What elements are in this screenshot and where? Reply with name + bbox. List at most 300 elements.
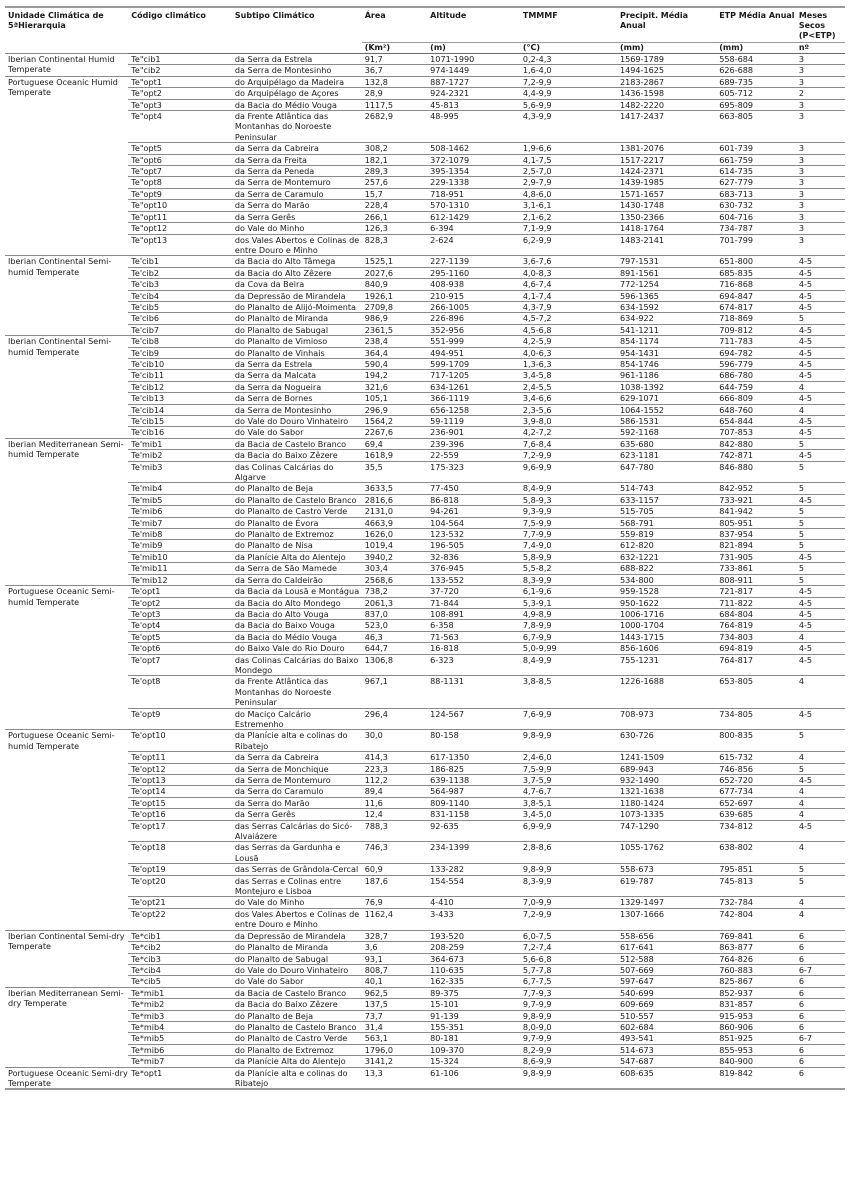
etp-cell: 686-780 (716, 370, 796, 381)
unit-tmmmf: (°C) (520, 43, 617, 54)
subtipo-cell: da Bacia do Baixo Zêzere (232, 450, 362, 461)
codigo-cell: Te'mib6 (128, 506, 232, 517)
table-row (5, 574, 845, 585)
subtipo-cell: da Serra de Montemuro (232, 775, 362, 786)
area-cell: 746,3 (362, 842, 427, 864)
precipitacao-cell: 629-1071 (617, 393, 716, 404)
meses-secos-cell: 4-5 (796, 279, 845, 290)
meses-secos-cell: 4 (796, 786, 845, 797)
subtipo-cell: do Planalto de Vinhais (232, 347, 362, 358)
etp-cell: 685-835 (716, 267, 796, 278)
altitude-cell: 3-433 (427, 908, 520, 930)
subtipo-cell: da Serra do Marão (232, 797, 362, 808)
area-cell: 2816,6 (362, 494, 427, 505)
etp-cell: 627-779 (716, 177, 796, 188)
area-cell: 3141,2 (362, 1056, 427, 1067)
tmmmf-cell: 9,3-9,9 (520, 506, 617, 517)
subtipo-cell: do Planalto de Sabugal (232, 324, 362, 335)
area-cell: 788,3 (362, 820, 427, 842)
area-cell: 187,6 (362, 875, 427, 897)
table-row (5, 223, 845, 234)
table-row (5, 842, 845, 864)
meses-secos-cell: 3 (796, 177, 845, 188)
precipitacao-cell: 559-819 (617, 529, 716, 540)
tmmmf-cell: 1,6-4,0 (520, 65, 617, 76)
area-cell: 1019,4 (362, 540, 427, 551)
altitude-cell: 110-635 (427, 964, 520, 975)
subtipo-cell: da Cova da Beira (232, 279, 362, 290)
subtipo-cell: do Maciço Calcário Estremenho (232, 708, 362, 730)
area-cell: 126,3 (362, 223, 427, 234)
precipitacao-cell: 1180-1424 (617, 797, 716, 808)
codigo-cell: Te'opt1 (128, 586, 232, 597)
precipitacao-cell: 534-800 (617, 574, 716, 585)
etp-cell: 674-817 (716, 301, 796, 312)
altitude-cell: 376-945 (427, 563, 520, 574)
etp-cell: 604-716 (716, 211, 796, 222)
unit-precipitacao: (mm) (617, 43, 716, 54)
tmmmf-cell: 4,3-9,9 (520, 111, 617, 143)
area-cell: 414,3 (362, 752, 427, 763)
area-cell: 15,7 (362, 188, 427, 199)
etp-cell: 666-809 (716, 393, 796, 404)
subtipo-cell: das Colinas Calcárias do Baixo Mondego (232, 654, 362, 676)
area-cell: 31,4 (362, 1021, 427, 1032)
meses-secos-cell: 4-5 (796, 586, 845, 597)
table-row (5, 631, 845, 642)
area-cell: 3,6 (362, 942, 427, 953)
altitude-cell: 366-1119 (427, 393, 520, 404)
tmmmf-cell: 1,3-6,3 (520, 358, 617, 369)
table-row (5, 177, 845, 188)
tmmmf-cell: 3,4-6,6 (520, 393, 617, 404)
subtipo-cell: do Planalto de Beja (232, 1010, 362, 1021)
climate-units-table (5, 6, 845, 1090)
header-etp: ETP Média Anual (716, 7, 796, 43)
precipitacao-cell: 630-726 (617, 730, 716, 752)
area-cell: 1117,5 (362, 99, 427, 110)
tmmmf-cell: 5,6-9,9 (520, 99, 617, 110)
codigo-cell: Te"cib2 (128, 65, 232, 76)
table-row (5, 953, 845, 964)
area-cell: 30,0 (362, 730, 427, 752)
area-cell: 228,4 (362, 200, 427, 211)
precipitacao-cell: 932-1490 (617, 775, 716, 786)
precipitacao-cell: 1073-1335 (617, 809, 716, 820)
etp-cell: 825-867 (716, 976, 796, 987)
table-row (5, 483, 845, 494)
altitude-cell: 372-1079 (427, 154, 520, 165)
etp-cell: 846-880 (716, 461, 796, 483)
tmmmf-cell: 2,4-6,0 (520, 752, 617, 763)
climate-table-container (5, 6, 845, 1090)
precipitacao-cell: 510-557 (617, 1010, 716, 1021)
altitude-cell: 15-101 (427, 999, 520, 1010)
area-cell: 364,4 (362, 347, 427, 358)
etp-cell: 819-842 (716, 1067, 796, 1089)
altitude-cell: 91-139 (427, 1010, 520, 1021)
etp-cell: 831-857 (716, 999, 796, 1010)
table-row (5, 763, 845, 774)
table-row (5, 234, 845, 256)
etp-cell: 734-812 (716, 820, 796, 842)
codigo-cell: Te'opt9 (128, 708, 232, 730)
codigo-cell: Te'mib11 (128, 563, 232, 574)
meses-secos-cell: 4-5 (796, 643, 845, 654)
tmmmf-cell: 7,5-9,9 (520, 517, 617, 528)
precipitacao-cell: 619-787 (617, 875, 716, 897)
meses-secos-cell: 6 (796, 1067, 845, 1089)
table-row (5, 154, 845, 165)
altitude-cell: 155-351 (427, 1021, 520, 1032)
altitude-cell: 22-559 (427, 450, 520, 461)
altitude-cell: 395-1354 (427, 166, 520, 177)
meses-secos-cell: 5 (796, 461, 845, 483)
etp-cell: 644-759 (716, 381, 796, 392)
precipitacao-cell: 797-1531 (617, 256, 716, 267)
tmmmf-cell: 7,8-9,9 (520, 620, 617, 631)
etp-cell: 734-787 (716, 223, 796, 234)
meses-secos-cell: 4-5 (796, 301, 845, 312)
subtipo-cell: da Bacia do Médio Vouga (232, 99, 362, 110)
altitude-cell: 71-563 (427, 631, 520, 642)
area-cell: 808,7 (362, 964, 427, 975)
codigo-cell: Te'cib13 (128, 393, 232, 404)
precipitacao-cell: 755-1231 (617, 654, 716, 676)
table-row (5, 188, 845, 199)
subtipo-cell: da Serra da Peneda (232, 166, 362, 177)
meses-secos-cell: 4 (796, 752, 845, 763)
tmmmf-cell: 3,8-5,1 (520, 797, 617, 808)
etp-cell: 805-951 (716, 517, 796, 528)
tmmmf-cell: 8,2-9,9 (520, 1044, 617, 1055)
etp-cell: 614-735 (716, 166, 796, 177)
area-cell: 194,2 (362, 370, 427, 381)
altitude-cell: 887-1727 (427, 76, 520, 87)
etp-cell: 731-905 (716, 551, 796, 562)
subtipo-cell: dos Vales Abertos e Colinas de entre Douro e Minho (232, 908, 362, 930)
tmmmf-cell: 0,2-4,3 (520, 54, 617, 65)
etp-cell: 601-739 (716, 143, 796, 154)
meses-secos-cell: 4-5 (796, 290, 845, 301)
subtipo-cell: do Planalto de Vimioso (232, 336, 362, 347)
tmmmf-cell: 9,8-9,9 (520, 1067, 617, 1089)
codigo-cell: Te'cib2 (128, 267, 232, 278)
precipitacao-cell: 772-1254 (617, 279, 716, 290)
tmmmf-cell: 7,2-9,9 (520, 450, 617, 461)
subtipo-cell: da Serra do Caldeirão (232, 574, 362, 585)
subtipo-cell: da Depressão de Mirandela (232, 930, 362, 941)
codigo-cell: Te"opt1 (128, 76, 232, 87)
altitude-cell: 48-995 (427, 111, 520, 143)
subtipo-cell: da Planície Alta do Alentejo (232, 551, 362, 562)
precipitacao-cell: 1241-1509 (617, 752, 716, 763)
altitude-cell: 109-370 (427, 1044, 520, 1055)
codigo-cell: Te'opt18 (128, 842, 232, 864)
tmmmf-cell: 2,1-6,2 (520, 211, 617, 222)
tmmmf-cell: 7,5-9,9 (520, 763, 617, 774)
altitude-cell: 974-1449 (427, 65, 520, 76)
subtipo-cell: do Planalto de Extremoz (232, 529, 362, 540)
tmmmf-cell: 3,8-8,5 (520, 676, 617, 708)
meses-secos-cell: 4-5 (796, 608, 845, 619)
header-tmmmf: TMMMF (520, 7, 617, 43)
unit-unidade (5, 43, 128, 54)
etp-cell: 653-805 (716, 676, 796, 708)
codigo-cell: Te'opt16 (128, 809, 232, 820)
precipitacao-cell: 623-1181 (617, 450, 716, 461)
precipitacao-cell: 612-820 (617, 540, 716, 551)
codigo-cell: Te'opt5 (128, 631, 232, 642)
subtipo-cell: do Planalto de Castelo Branco (232, 1021, 362, 1032)
area-cell: 644,7 (362, 643, 427, 654)
table-row (5, 393, 845, 404)
codigo-cell: Te"opt4 (128, 111, 232, 143)
subtipo-cell: da Serra de Montesinho (232, 404, 362, 415)
area-cell: 328,7 (362, 930, 427, 941)
subtipo-cell: da Frente Atlântica das Montanhas do Noroeste Peninsular (232, 111, 362, 143)
tmmmf-cell: 6,7-7,5 (520, 976, 617, 987)
codigo-cell: Te"opt5 (128, 143, 232, 154)
meses-secos-cell: 4-5 (796, 654, 845, 676)
altitude-cell: 208-259 (427, 942, 520, 953)
meses-secos-cell: 5 (796, 540, 845, 551)
altitude-cell: 408-938 (427, 279, 520, 290)
meses-secos-cell: 4 (796, 809, 845, 820)
subtipo-cell: da Serra da Estrela (232, 358, 362, 369)
altitude-cell: 2-624 (427, 234, 520, 256)
subtipo-cell: da Serra de Bornes (232, 393, 362, 404)
subtipo-cell: das Serras Calcárias do Sicó-Alvaiázere (232, 820, 362, 842)
tmmmf-cell: 4,7-6,7 (520, 786, 617, 797)
precipitacao-cell: 954-1431 (617, 347, 716, 358)
table-row (5, 461, 845, 483)
area-cell: 1525,1 (362, 256, 427, 267)
table-row (5, 930, 845, 941)
tmmmf-cell: 2,9-7,9 (520, 177, 617, 188)
codigo-cell: Te'opt11 (128, 752, 232, 763)
altitude-cell: 234-1399 (427, 842, 520, 864)
subtipo-cell: da Serra do Marão (232, 200, 362, 211)
altitude-cell: 80-181 (427, 1033, 520, 1044)
codigo-cell: Te'opt21 (128, 897, 232, 908)
altitude-cell: 77-450 (427, 483, 520, 494)
etp-cell: 605-712 (716, 88, 796, 99)
subtipo-cell: da Planície Alta do Alentejo (232, 1056, 362, 1067)
subtipo-cell: da Depressão de Mirandela (232, 290, 362, 301)
table-row (5, 620, 845, 631)
precipitacao-cell: 1006-1716 (617, 608, 716, 619)
area-cell: 137,5 (362, 999, 427, 1010)
codigo-cell: Te'cib14 (128, 404, 232, 415)
etp-cell: 851-925 (716, 1033, 796, 1044)
meses-secos-cell: 4-5 (796, 324, 845, 335)
altitude-cell: 226-896 (427, 313, 520, 324)
precipitacao-cell: 961-1186 (617, 370, 716, 381)
codigo-cell: Te'cib12 (128, 381, 232, 392)
etp-cell: 626-688 (716, 65, 796, 76)
tmmmf-cell: 9,7-9,9 (520, 999, 617, 1010)
meses-secos-cell: 3 (796, 188, 845, 199)
precipitacao-cell: 597-647 (617, 976, 716, 987)
table-header (5, 7, 845, 54)
table-row (5, 290, 845, 301)
area-cell: 967,1 (362, 676, 427, 708)
precipitacao-cell: 1000-1704 (617, 620, 716, 631)
codigo-cell: Te"opt8 (128, 177, 232, 188)
altitude-cell: 92-635 (427, 820, 520, 842)
tmmmf-cell: 2,4-5,5 (520, 381, 617, 392)
table-row (5, 1067, 845, 1089)
unit-area: (Km²) (362, 43, 427, 54)
codigo-cell: Te'opt15 (128, 797, 232, 808)
subtipo-cell: das Serras e Colinas entre Montejuro e Lisboa (232, 875, 362, 897)
subtipo-cell: da Bacia da Lousã e Montágua (232, 586, 362, 597)
etp-cell: 652-697 (716, 797, 796, 808)
climate-unit-cell: Iberian Continental Semi-humid Temperate (5, 256, 128, 336)
climate-unit-cell: Portuguese Oceanic Humid Temperate (5, 76, 128, 256)
codigo-cell: Te'cib7 (128, 324, 232, 335)
altitude-cell: 133-282 (427, 864, 520, 875)
tmmmf-cell: 5,0-9,99 (520, 643, 617, 654)
area-cell: 289,3 (362, 166, 427, 177)
precipitacao-cell: 959-1528 (617, 586, 716, 597)
area-cell: 132,8 (362, 76, 427, 87)
climate-unit-cell: Iberian Mediterranean Semi-dry Temperate (5, 987, 128, 1067)
altitude-cell: 229-1338 (427, 177, 520, 188)
etp-cell: 808-911 (716, 574, 796, 585)
precipitacao-cell: 1569-1789 (617, 54, 716, 65)
precipitacao-cell: 558-656 (617, 930, 716, 941)
table-row (5, 654, 845, 676)
tmmmf-cell: 3,4-5,8 (520, 370, 617, 381)
table-body (5, 54, 845, 1090)
tmmmf-cell: 7,7-9,3 (520, 987, 617, 998)
tmmmf-cell: 8,4-9,9 (520, 654, 617, 676)
table-row (5, 797, 845, 808)
tmmmf-cell: 5,8-9,3 (520, 494, 617, 505)
table-row (5, 708, 845, 730)
subtipo-cell: da Serra Gerês (232, 211, 362, 222)
codigo-cell: Te'opt20 (128, 875, 232, 897)
meses-secos-cell: 4-5 (796, 620, 845, 631)
meses-secos-cell: 4 (796, 676, 845, 708)
codigo-cell: Te*mib2 (128, 999, 232, 1010)
area-cell: 3940,2 (362, 551, 427, 562)
table-row (5, 404, 845, 415)
etp-cell: 842-952 (716, 483, 796, 494)
meses-secos-cell: 4-5 (796, 267, 845, 278)
altitude-cell: 89-375 (427, 987, 520, 998)
codigo-cell: Te"opt6 (128, 154, 232, 165)
meses-secos-cell: 3 (796, 223, 845, 234)
codigo-cell: Te'opt3 (128, 608, 232, 619)
subtipo-cell: da Serra de Caramulo (232, 188, 362, 199)
subtipo-cell: do Baixo Vale do Rio Douro (232, 643, 362, 654)
precipitacao-cell: 1307-1666 (617, 908, 716, 930)
area-cell: 1796,0 (362, 1044, 427, 1055)
precipitacao-cell: 2183-2867 (617, 76, 716, 87)
codigo-cell: Te'cib4 (128, 290, 232, 301)
table-row (5, 820, 845, 842)
tmmmf-cell: 4,3-7,9 (520, 301, 617, 312)
area-cell: 91,7 (362, 54, 427, 65)
subtipo-cell: da Serra de São Mamede (232, 563, 362, 574)
altitude-cell: 80-158 (427, 730, 520, 752)
subtipo-cell: da Bacia do Baixo Vouga (232, 620, 362, 631)
subtipo-cell: do Planalto de Extremoz (232, 1044, 362, 1055)
precipitacao-cell: 891-1561 (617, 267, 716, 278)
table-row (5, 551, 845, 562)
subtipo-cell: do Planalto de Évora (232, 517, 362, 528)
precipitacao-cell: 515-705 (617, 506, 716, 517)
meses-secos-cell: 3 (796, 154, 845, 165)
area-cell: 257,6 (362, 177, 427, 188)
tmmmf-cell: 7,2-9,9 (520, 908, 617, 930)
meses-secos-cell: 6 (796, 987, 845, 998)
etp-cell: 742-871 (716, 450, 796, 461)
tmmmf-cell: 4,6-7,4 (520, 279, 617, 290)
etp-cell: 764-826 (716, 953, 796, 964)
table-row (5, 1056, 845, 1067)
altitude-cell: 88-1131 (427, 676, 520, 708)
table-row (5, 908, 845, 930)
table-row (5, 1033, 845, 1044)
meses-secos-cell: 4 (796, 381, 845, 392)
etp-cell: 915-953 (716, 1010, 796, 1021)
tmmmf-cell: 6,1-9,6 (520, 586, 617, 597)
meses-secos-cell: 4-5 (796, 820, 845, 842)
altitude-cell: 6-358 (427, 620, 520, 631)
meses-secos-cell: 5 (796, 864, 845, 875)
meses-secos-cell: 4-5 (796, 336, 845, 347)
precipitacao-cell: 950-1622 (617, 597, 716, 608)
meses-secos-cell: 4-5 (796, 708, 845, 730)
meses-secos-cell: 3 (796, 234, 845, 256)
subtipo-cell: do Planalto de Castro Verde (232, 506, 362, 517)
table-row (5, 438, 845, 449)
subtipo-cell: do Vale do Douro Vinhateiro (232, 416, 362, 427)
etp-cell: 701-799 (716, 234, 796, 256)
table-row (5, 730, 845, 752)
codigo-cell: Te*mib3 (128, 1010, 232, 1021)
altitude-cell: 186-825 (427, 763, 520, 774)
precipitacao-cell: 856-1606 (617, 643, 716, 654)
codigo-cell: Te'cib6 (128, 313, 232, 324)
tmmmf-cell: 7,4-9,0 (520, 540, 617, 551)
codigo-cell: Te'opt13 (128, 775, 232, 786)
meses-secos-cell: 2 (796, 88, 845, 99)
subtipo-cell: do Planalto de Nisa (232, 540, 362, 551)
tmmmf-cell: 4,5-7,2 (520, 313, 617, 324)
subtipo-cell: do Planalto de Sabugal (232, 953, 362, 964)
area-cell: 93,1 (362, 953, 427, 964)
area-cell: 40,1 (362, 976, 427, 987)
precipitacao-cell: 558-673 (617, 864, 716, 875)
altitude-cell: 61-106 (427, 1067, 520, 1089)
table-row (5, 99, 845, 110)
table-row (5, 752, 845, 763)
subtipo-cell: da Bacia do Alto Zêzere (232, 267, 362, 278)
altitude-cell: 352-956 (427, 324, 520, 335)
etp-cell: 764-817 (716, 654, 796, 676)
altitude-cell: 108-891 (427, 608, 520, 619)
area-cell: 69,4 (362, 438, 427, 449)
area-cell: 46,3 (362, 631, 427, 642)
codigo-cell: Te'mib7 (128, 517, 232, 528)
codigo-cell: Te"opt10 (128, 200, 232, 211)
area-cell: 296,4 (362, 708, 427, 730)
